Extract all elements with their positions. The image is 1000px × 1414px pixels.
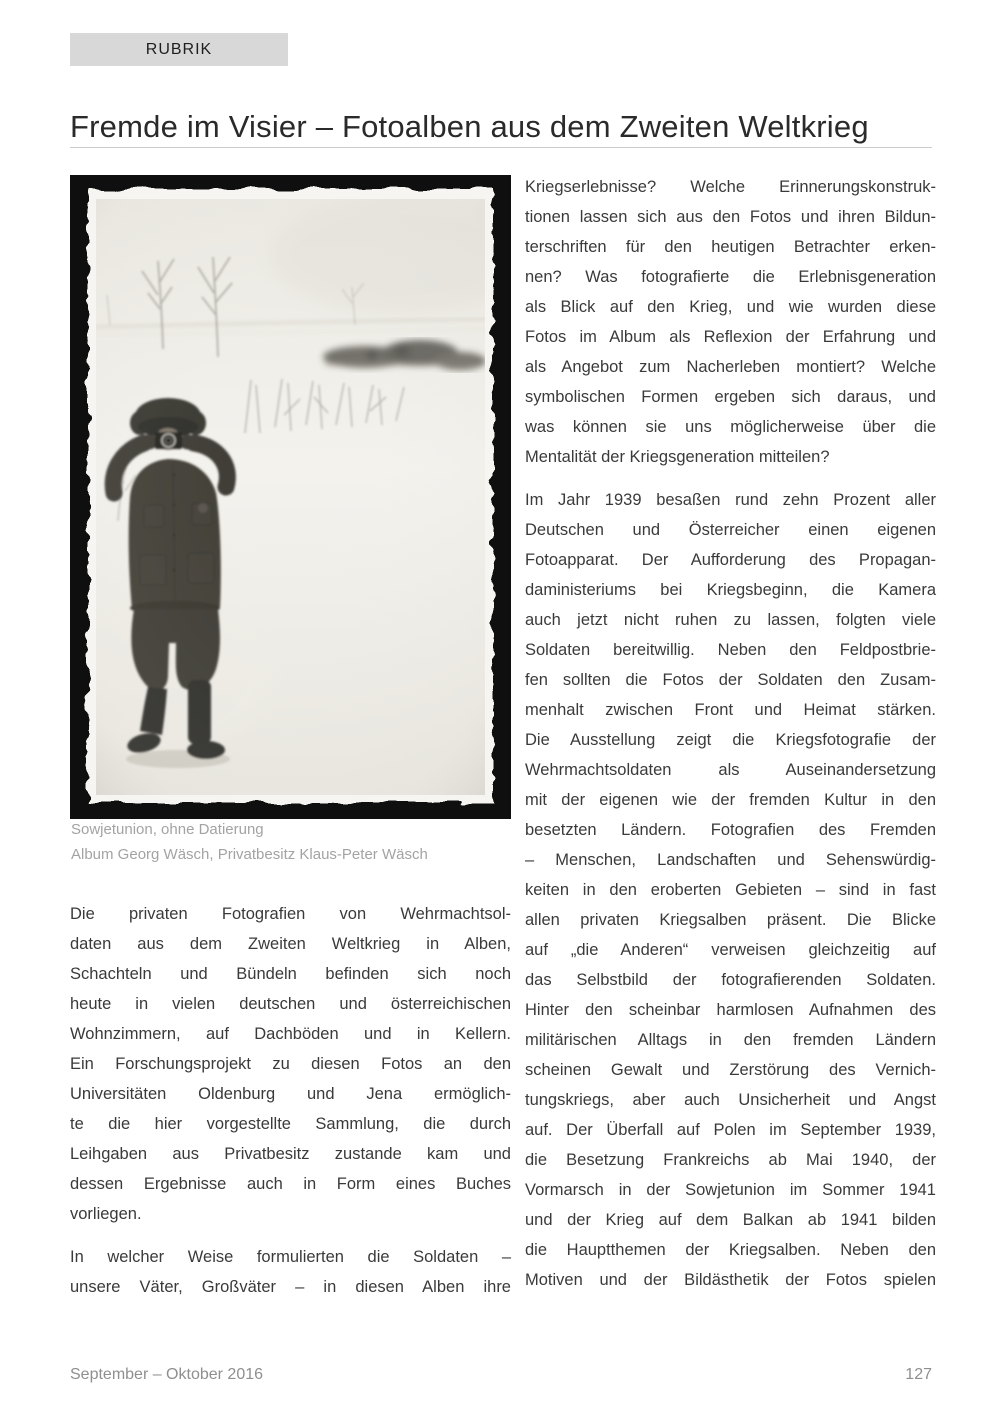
text-line: te die hier vorgestellte Sammlung, die durch xyxy=(70,1115,511,1133)
photo-caption-line: Album Georg Wäsch, Privatbesitz Klaus-Peter Wäsch xyxy=(71,846,428,863)
page-title: Fremde im Visier – Fotoalben aus dem Zweiten Weltkrieg xyxy=(70,108,869,144)
paragraph xyxy=(525,172,936,472)
text-line: keiten in den eroberten Gebieten – sind in fast xyxy=(525,881,936,899)
text-line: auch jetzt nicht ruhen zu lassen, folgten viele xyxy=(525,611,936,629)
text-line: auf. Der Überfall auf Polen im September 1939, xyxy=(525,1121,936,1139)
text-line: dessen Ergebnisse auch in Form eines Buches xyxy=(70,1175,511,1193)
text-line: Fotoapparat. Der Aufforderung des Propagan- xyxy=(525,551,936,569)
photo-figure xyxy=(70,175,511,819)
footer-issue-date: September – Oktober 2016 xyxy=(70,1366,264,1383)
text-line: menhalt zwischen Front und Heimat stärken. xyxy=(525,701,936,719)
text-line: – Menschen, Landschaften und Sehenswürdig- xyxy=(525,851,936,869)
rubric-box xyxy=(70,33,288,66)
text-line: die Besetzung Frankreichs ab Mai 1940, der xyxy=(525,1151,936,1169)
text-line: nen? Was fotografierte die Erlebnisgeneration xyxy=(525,268,936,286)
text-line: militärischen Alltags in den fremden Ländern xyxy=(525,1031,936,1049)
photo-soldier-with-camera xyxy=(70,175,511,819)
text-line: terschriften für den heutigen Betrachter erken- xyxy=(525,238,936,256)
text-line: Wohnzimmern, auf Dachböden und in Kellern. xyxy=(70,1025,511,1043)
left-column xyxy=(70,899,511,1315)
text-line: Kriegserlebnisse? Welche Erinnerungskonstruk- xyxy=(525,178,936,196)
text-line: In welcher Weise formulierten die Soldaten – xyxy=(70,1248,511,1266)
photo-caption xyxy=(71,817,511,867)
paragraph xyxy=(525,485,936,1295)
text-line: tungskriegs, aber auch Unsicherheit und Angst xyxy=(525,1091,936,1109)
text-line: unsere Väter, Großväter – in diesen Alben ihre xyxy=(70,1278,511,1296)
text-line: als Angebot zum Nacherleben montiert? Welche xyxy=(525,358,936,376)
text-line: die Hauptthemen der Kriegsalben. Neben den xyxy=(525,1241,936,1259)
text-line: Soldaten bereitwillig. Neben den Feldpostbrie- xyxy=(525,641,936,659)
text-line: als Blick auf den Krieg, und wie wurden diese xyxy=(525,298,936,316)
text-line: heute in vielen deutschen und österreichischen xyxy=(70,995,511,1013)
footer-page-number: 127 xyxy=(905,1366,932,1383)
rubric-label: RUBRIK xyxy=(145,40,213,58)
text-line: Ein Forschungsprojekt zu diesen Fotos an den xyxy=(70,1055,511,1073)
text-line: Hinter den scheinbar harmlosen Aufnahmen des xyxy=(525,1001,936,1019)
text-line: scheinen Gewalt und Zerstörung des Vernich- xyxy=(525,1061,936,1079)
photo-caption-line: Sowjetunion, ohne Datierung xyxy=(71,821,264,838)
title-divider xyxy=(70,147,932,148)
text-line: besetzten Ländern. Fotografien des Fremden xyxy=(525,821,936,839)
text-line: Fotos im Album als Reflexion der Erfahrung und xyxy=(525,328,936,346)
text-line: vorliegen. xyxy=(70,1205,142,1223)
text-line: allen privaten Kriegsalben präsent. Die Blicke xyxy=(525,911,936,929)
text-line: mit der eigenen wie der fremden Kultur in den xyxy=(525,791,936,809)
text-line: Vormarsch in der Sowjetunion im Sommer 1941 xyxy=(525,1181,936,1199)
text-line: daten aus dem Zweiten Weltkrieg in Alben, xyxy=(70,935,511,953)
text-line: Mentalität der Kriegsgeneration mitteilen? xyxy=(525,448,830,466)
text-line: Motiven und der Bildästhetik der Fotos spielen xyxy=(525,1271,936,1289)
paragraph xyxy=(70,1242,511,1302)
text-line: Die privaten Fotografien von Wehrmachtsol- xyxy=(70,905,511,923)
text-line: Deutschen und Österreicher einen eigenen xyxy=(525,521,936,539)
text-line: Universitäten Oldenburg und Jena ermöglich- xyxy=(70,1085,511,1103)
text-line: was können sie uns möglicherweise über die xyxy=(525,418,936,436)
text-line: auf „die Anderen“ verweisen gleichzeitig auf xyxy=(525,941,936,959)
text-line: Wehrmachtsoldaten als Auseinandersetzung xyxy=(525,761,936,779)
text-line: Im Jahr 1939 besaßen rund zehn Prozent aller xyxy=(525,491,936,509)
paragraph xyxy=(70,899,511,1229)
text-line: Die Ausstellung zeigt die Kriegsfotografie der xyxy=(525,731,936,749)
text-line: tionen lassen sich aus den Fotos und ihren Bildun- xyxy=(525,208,936,226)
page-footer xyxy=(70,1366,932,1384)
text-line: Schachteln und Bündeln befinden sich noch xyxy=(70,965,511,983)
text-line: Leihgaben aus Privatbesitz zustande kam und xyxy=(70,1145,511,1163)
right-column xyxy=(525,172,936,1308)
text-line: und der Krieg auf dem Balkan ab 1941 bilden xyxy=(525,1211,936,1229)
text-line: daministeriums bei Kriegsbeginn, die Kamera xyxy=(525,581,936,599)
text-line: fen sollten die Fotos der Soldaten den Zusam- xyxy=(525,671,936,689)
text-line: symbolischen Formen ergeben sich daraus, und xyxy=(525,388,936,406)
text-line: das Selbstbild der fotografierenden Soldaten. xyxy=(525,971,936,989)
